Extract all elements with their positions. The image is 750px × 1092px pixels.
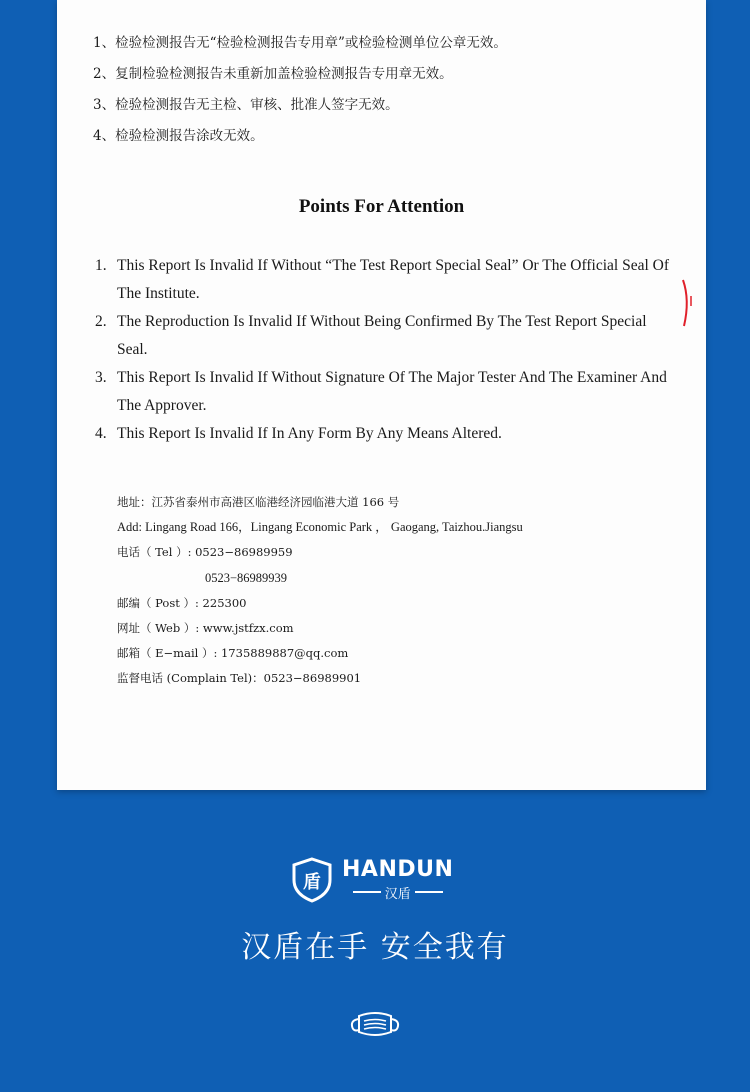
- brand-name-en: HANDUN: [342, 856, 454, 882]
- brand-text: [342, 856, 454, 902]
- attention-item: [95, 364, 670, 420]
- face-mask-icon: [347, 1010, 403, 1040]
- attention-item-number: 2.: [95, 313, 107, 330]
- attention-item-number: 4.: [95, 425, 107, 442]
- post-line: 邮编（ Post ）: 225300: [117, 595, 247, 610]
- attention-title: Points For Attention: [298, 196, 465, 217]
- attention-item: [95, 252, 670, 308]
- web-line: 网址（ Web ）: www.jstfzx.com: [117, 620, 294, 635]
- tel-line-2: 0523−86989939: [205, 570, 288, 585]
- address-cn: 地址：江苏省泰州市高港区临港经济园临港大道 166 号: [117, 495, 400, 509]
- cn-note: 3、检验检测报告无主检、审核、批准人签字无效。: [93, 97, 399, 113]
- slogan: 汉盾在手 安全我有: [241, 930, 509, 965]
- cn-note: 2、复制检验检测报告未重新加盖检验检测报告专用章无效。: [93, 66, 453, 82]
- brand-name-cn-row: [342, 883, 453, 902]
- divider-line: [353, 891, 381, 893]
- complain-line: 监督电话 (Complain Tel)：0523−86989901: [117, 671, 362, 686]
- attention-item-text: This Report Is Invalid If In Any Form By Any Means Altered.: [117, 425, 502, 442]
- attention-item-number: 1.: [95, 257, 107, 274]
- attention-list: [95, 252, 670, 448]
- attention-item-number: 3.: [95, 369, 107, 386]
- attention-item-text: This Report Is Invalid If Without Signature Of The Major Tester And The Examiner And The Approver.: [117, 369, 667, 414]
- red-seal-edge-mark: [680, 278, 694, 328]
- divider-line: [415, 891, 443, 893]
- brand-name-cn: 汉盾: [384, 886, 411, 902]
- contact-info: [117, 490, 523, 692]
- attention-item-text: This Report Is Invalid If Without “The Test Report Special Seal” Or The Official Seal Of The Institute.: [117, 257, 669, 302]
- attention-item: [95, 420, 670, 448]
- cn-note: 1、检验检测报告无“检验检测报告专用章”或检验检测单位公章无效。: [93, 35, 507, 51]
- address-en: Add: Lingang Road 166，Lingang Economic Park ， Gaogang, Taizhou.Jiangsu: [117, 520, 523, 535]
- brand-logo: [290, 856, 453, 904]
- cn-note: 4、检验检测报告涂改无效。: [93, 128, 264, 144]
- attention-item: [95, 308, 670, 364]
- shield-logo-icon: [290, 856, 334, 904]
- tel-line: 电话（ Tel ）: 0523−86989959: [117, 545, 293, 560]
- attention-item-text: The Reproduction Is Invalid If Without Being Confirmed By The Test Report Special Seal.: [117, 313, 647, 358]
- shield-logo-glyph: 盾: [303, 872, 321, 893]
- report-page: [57, 0, 706, 790]
- cn-notes-list: [93, 28, 507, 152]
- email-line: 邮箱（ E−mail ）: 1735889887@qq.com: [117, 646, 349, 661]
